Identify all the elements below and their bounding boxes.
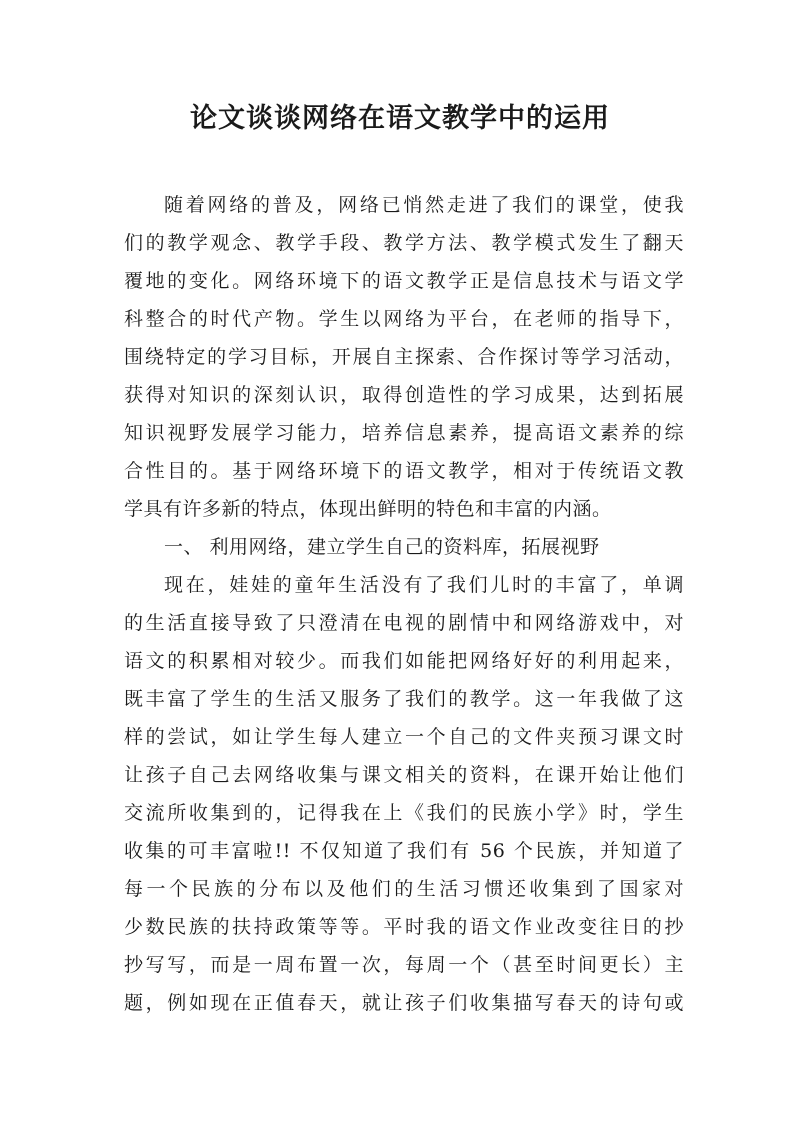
paragraph-line: 们的教学观念、教学手段、教学方法、教学模式发生了翻天: [124, 232, 684, 254]
paragraph-line: 抄写写，而是一周布置一次，每周一个（甚至时间更长）主: [124, 954, 684, 976]
paragraph-line: 收集的可丰富啦!! 不仅知道了我们有 56 个民族，并知道了: [124, 840, 684, 862]
paragraph-line: 少数民族的扶持政策等等。平时我的语文作业改变往日的抄: [124, 916, 684, 938]
paragraph-line: 交流所收集到的，记得我在上《我们的民族小学》时，学生: [124, 802, 684, 824]
paragraph-line: 科整合的时代产物。学生以网络为平台，在老师的指导下，: [124, 308, 684, 330]
paragraph-line: 获得对知识的深刻认识，取得创造性的学习成果，达到拓展: [124, 384, 684, 406]
paragraph-line: 随着网络的普及，网络已悄然走进了我们的课堂，使我: [164, 194, 684, 216]
paragraph-line: 样的尝试，如让学生每人建立一个自己的文件夹预习课文时: [124, 726, 684, 748]
paragraph-line: 既丰富了学生的生活又服务了我们的教学。这一年我做了这: [124, 688, 684, 710]
document-body: [124, 186, 684, 1022]
paragraph-line: 知识视野发展学习能力，培养信息素养，提高语文素养的综: [124, 422, 684, 444]
paragraph-line: 合性目的。基于网络环境下的语文教学，相对于传统语文教: [124, 460, 684, 482]
paragraph-line: 语文的积累相对较少。而我们如能把网络好好的利用起来，: [124, 650, 684, 672]
paragraph-line: 让孩子自己去网络收集与课文相关的资料，在课开始让他们: [124, 764, 684, 786]
document-title: 论文谈谈网络在语文教学中的运用: [190, 103, 610, 134]
paragraph-line: 覆地的变化。网络环境下的语文教学正是信息技术与语文学: [124, 270, 684, 292]
paragraph-line: 学具有许多新的特点，体现出鲜明的特色和丰富的内涵。: [124, 498, 612, 520]
paragraph-line: 的生活直接导致了只澄清在电视的剧情中和网络游戏中，对: [124, 612, 684, 634]
paragraph-line: 每一个民族的分布以及他们的生活习惯还收集到了国家对: [124, 878, 684, 900]
paragraph-line: 围绕特定的学习目标，开展自主探索、合作探讨等学习活动，: [124, 346, 684, 368]
paragraph-line: 现在，娃娃的童年生活没有了我们儿时的丰富了，单调: [164, 574, 684, 596]
paragraph-line: 题，例如现在正值春天，就让孩子们收集描写春天的诗句或: [124, 992, 684, 1014]
section-heading: 一、 利用网络，建立学生自己的资料库，拓展视野: [164, 536, 600, 558]
